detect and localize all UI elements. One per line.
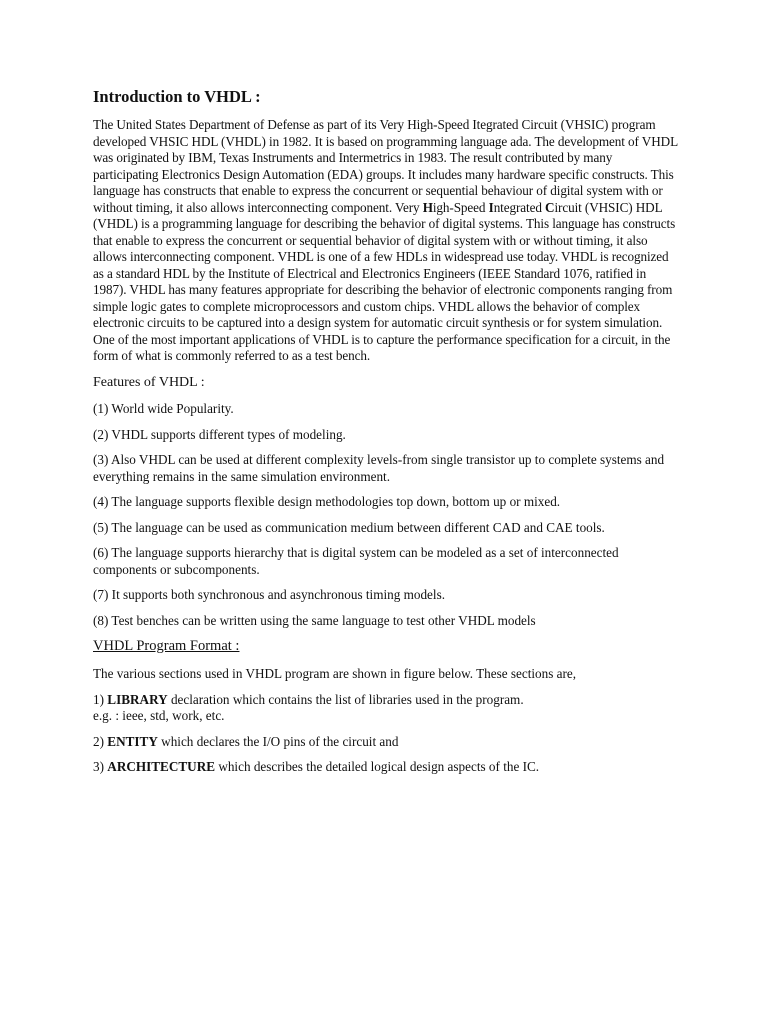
entity-prefix: 2)	[93, 733, 108, 749]
intro-bold-h: H	[422, 199, 433, 215]
feature-item-1: (1) World wide Popularity.	[93, 401, 234, 416]
intro-bold-i: I	[488, 199, 494, 215]
intro-bold-c: C	[545, 199, 555, 215]
document-page	[93, 87, 678, 785]
features-heading: Features of VHDL :	[93, 374, 205, 390]
feature-item-2: (2) VHDL supports different types of modeling.	[93, 426, 346, 442]
feature-item-7: (7) It supports both synchronous and asynchronous timing models.	[93, 587, 445, 602]
architecture-text: which describes the detailed logical design aspects of the IC.	[215, 759, 540, 774]
feature-item-5: (5) The language can be used as communication medium between different CAD and CAE tools.	[93, 519, 605, 535]
section-library	[93, 692, 678, 725]
feature-item-3: (3) Also VHDL can be used at different complexity levels-from single transistor up to complete systems and everything remains in the same simulation environment.	[93, 452, 665, 484]
section-entity	[93, 734, 678, 751]
entity-text: which declares the I/O pins of the circuit and	[157, 733, 399, 749]
intro-text-1: The United States Department of Defense as part of its Very High-Speed Itegrated Circuit (VHSIC) program developed VHSIC HDL (VHDL) in 1982. It is based on programming language ada. The development of VHDL was originated by IBM, Texas Instruments and Intermetrics in 1983. The result contributed by many participating Electronics Design Automation (EDA) groups. It includes many hardware specific constructs. This language has constructs that enable to express the concurrent or sequential behaviour of digital system with or without timing, it also allows interconnecting component. Very	[93, 117, 678, 215]
architecture-keyword: ARCHITECTURE	[107, 759, 216, 774]
feature-item-4: (4) The language supports flexible design methodologies top down, bottom up or mixed.	[93, 494, 561, 509]
library-prefix: 1)	[93, 691, 108, 707]
entity-keyword: ENTITY	[107, 733, 158, 749]
library-example: e.g. : ieee, std, work, etc.	[93, 708, 225, 723]
library-text: declaration which contains the list of libraries used in the program.	[167, 691, 524, 707]
architecture-prefix: 3)	[93, 759, 108, 774]
page-title: Introduction to VHDL :	[93, 87, 261, 106]
library-keyword: LIBRARY	[107, 691, 168, 707]
intro-paragraph	[93, 117, 678, 365]
feature-item-6: (6) The language supports hierarchy that is digital system can be modeled as a set of interconnected components or subcomponents.	[93, 545, 619, 577]
section-architecture	[93, 759, 678, 776]
intro-text-3: ntegrated	[493, 199, 546, 215]
intro-text-2: igh-Speed	[432, 199, 489, 215]
intro-text-4: ircuit (VHSIC) HDL (VHDL) is a programming language for describing the behavior of digital systems. This language has constructs that enable to express the concurrent or sequential behavior of digital system with or without timing, it also allows interconnecting component. VHDL is one of a few HDLs in widespread use today. VHDL is recognized as a standard HDL by the Institute of Electrical and Electronics Engineers (IEEE Standard 1076, ratified in 1987). VHDL has many features appropriate for describing the behavior of electronic components ranging from simple logic gates to complete microprocessors and custom chips. VHDL allows the behavior of complex electronic circuits to be captured into a design system for automatic circuit synthesis or for system simulation. One of the most important applications of VHDL is to capture the performance specification for a circuit, in the form of what is commonly referred to as a test bench.	[93, 199, 676, 363]
program-format-heading: VHDL Program Format :	[93, 638, 240, 654]
feature-item-8: (8) Test benches can be written using the same language to test other VHDL models	[93, 612, 536, 628]
program-format-intro: The various sections used in VHDL program are shown in figure below. These sections are,	[93, 666, 577, 681]
